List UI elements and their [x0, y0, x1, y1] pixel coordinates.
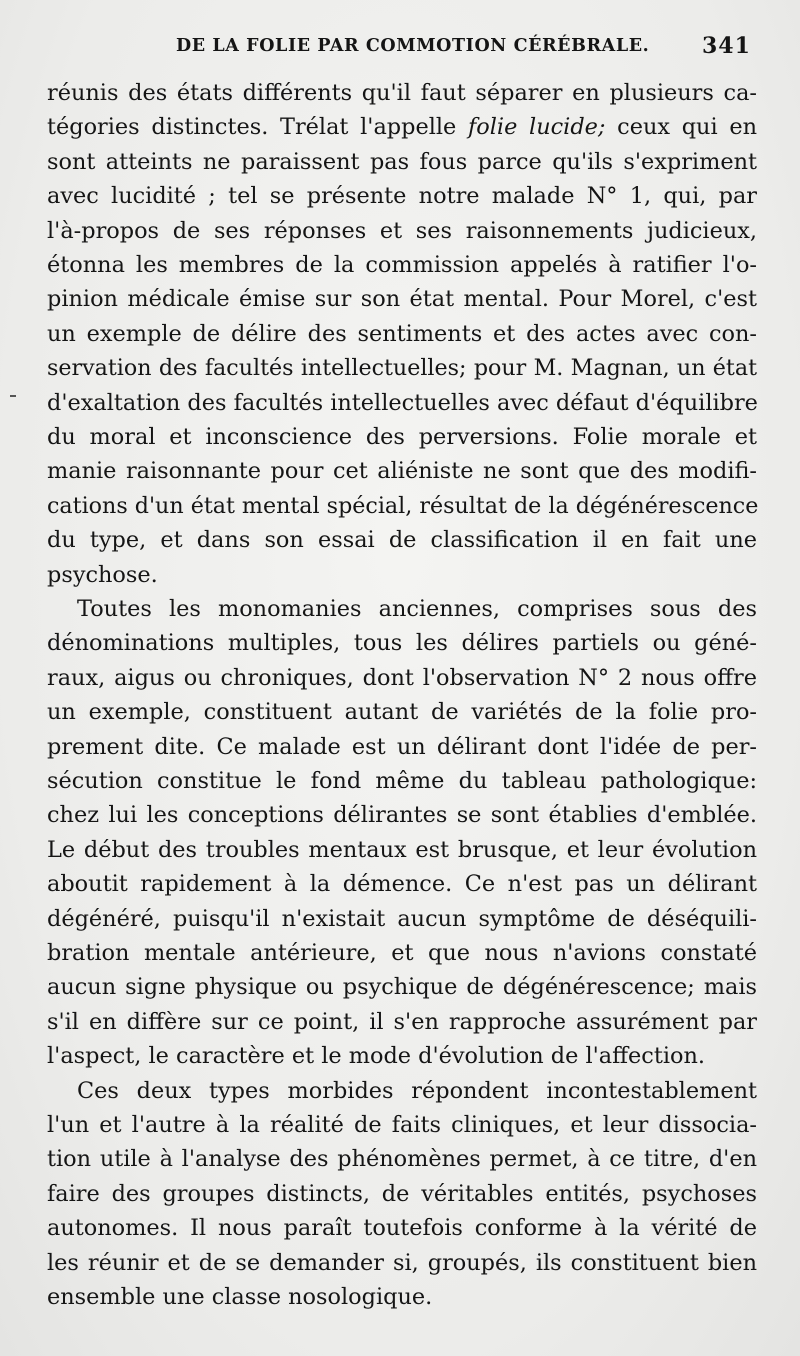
- text-line: Ces deux types morbides répondent incontestablement: [77, 1077, 757, 1104]
- text-line: psychose.: [47, 561, 158, 588]
- text-line: Le début des troubles mentaux est brusque, et leur évolution: [47, 836, 757, 863]
- text-line: du type, et dans son essai de classification il en fait une: [47, 527, 757, 554]
- text-line: s'il en diffère sur ce point, il s'en rapproche assurément par: [47, 1008, 757, 1035]
- text-line: avec lucidité ; tel se présente notre malade N° 1, qui, par: [47, 183, 757, 210]
- text-line: ensemble une classe nosologique.: [47, 1284, 433, 1310]
- text-span: ceux qui en: [605, 114, 758, 141]
- text-line: autonomes. Il nous paraît toutefois conforme à la vérité de: [47, 1215, 757, 1242]
- text-line: servation des facultés intellectuelles; pour M. Magnan, un état: [47, 355, 757, 382]
- text-line: l'un et l'autre à la réalité de faits cliniques, et leur dissocia-: [47, 1112, 757, 1138]
- italic-term: folie lucide;: [468, 114, 606, 141]
- margin-mark: [10, 395, 16, 397]
- text-line: d'exaltation des facultés intellectuelles avec défaut d'équilibre: [47, 389, 758, 416]
- text-line: raux, aigus ou chroniques, dont l'observation N° 2 nous offre: [47, 664, 757, 691]
- text-line: les réunir et de se demander si, groupés, ils constituent bien: [47, 1249, 757, 1276]
- text-line: manie raisonnante pour cet aliéniste ne sont que des modifi-: [47, 458, 757, 485]
- text-line: l'à-propos de ses réponses et ses raisonnements judicieux,: [47, 217, 757, 244]
- text-line: faire des groupes distincts, de véritables entités, psychoses: [47, 1180, 757, 1207]
- text-span: tégories distinctes. Trélat l'appelle: [47, 114, 468, 141]
- text-line: cations d'un état mental spécial, résultat de la dégénérescence: [47, 492, 759, 519]
- running-title: DE LA FOLIE PAR COMMOTION CÉRÉBRALE.: [176, 36, 650, 56]
- text-line: un exemple de délire des sentiments et des actes avec con-: [47, 320, 757, 347]
- text-line: du moral et inconscience des perversions. Folie morale et: [47, 424, 757, 450]
- text-line: étonna les membres de la commission appelés à ratifier l'o-: [47, 252, 757, 278]
- text-line: prement dite. Ce malade est un délirant dont l'idée de per-: [47, 733, 757, 760]
- text-line: pinion médicale émise sur son état mental. Pour Morel, c'est: [47, 286, 757, 313]
- running-head: [0, 33, 800, 64]
- text-line: réunis des états différents qu'il faut séparer en plusieurs ca-: [47, 80, 757, 106]
- text-line: bration mentale antérieure, et que nous n'avions constaté: [47, 940, 757, 966]
- text-line: dénominations multiples, tous les délires partiels ou géné-: [47, 630, 757, 657]
- text-line: un exemple, constituent autant de variétés de la folie pro-: [47, 699, 757, 726]
- text-line: [47, 110, 757, 144]
- text-line: sécution constitue le fond même du tableau pathologique:: [47, 768, 757, 794]
- text-line: tion utile à l'analyse des phénomènes permet, à ce titre, d'en: [47, 1146, 757, 1173]
- text-line: sont atteints ne paraissent pas fous parce qu'ils s'expriment: [47, 148, 757, 175]
- text-line: aboutit rapidement à la démence. Ce n'est pas un délirant: [47, 871, 757, 898]
- text-line: chez lui les conceptions délirantes se sont établies d'emblée.: [47, 802, 757, 829]
- text-line: Toutes les monomanies anciennes, comprises sous des: [77, 596, 757, 622]
- text-line: aucun signe physique ou psychique de dégénérescence; mais: [47, 974, 757, 1001]
- text-line: l'aspect, le caractère et le mode d'évolution de l'affection.: [47, 1043, 706, 1070]
- text-line: dégénéré, puisqu'il n'existait aucun symptôme de déséquili-: [47, 905, 757, 932]
- page-number: 341: [702, 33, 751, 59]
